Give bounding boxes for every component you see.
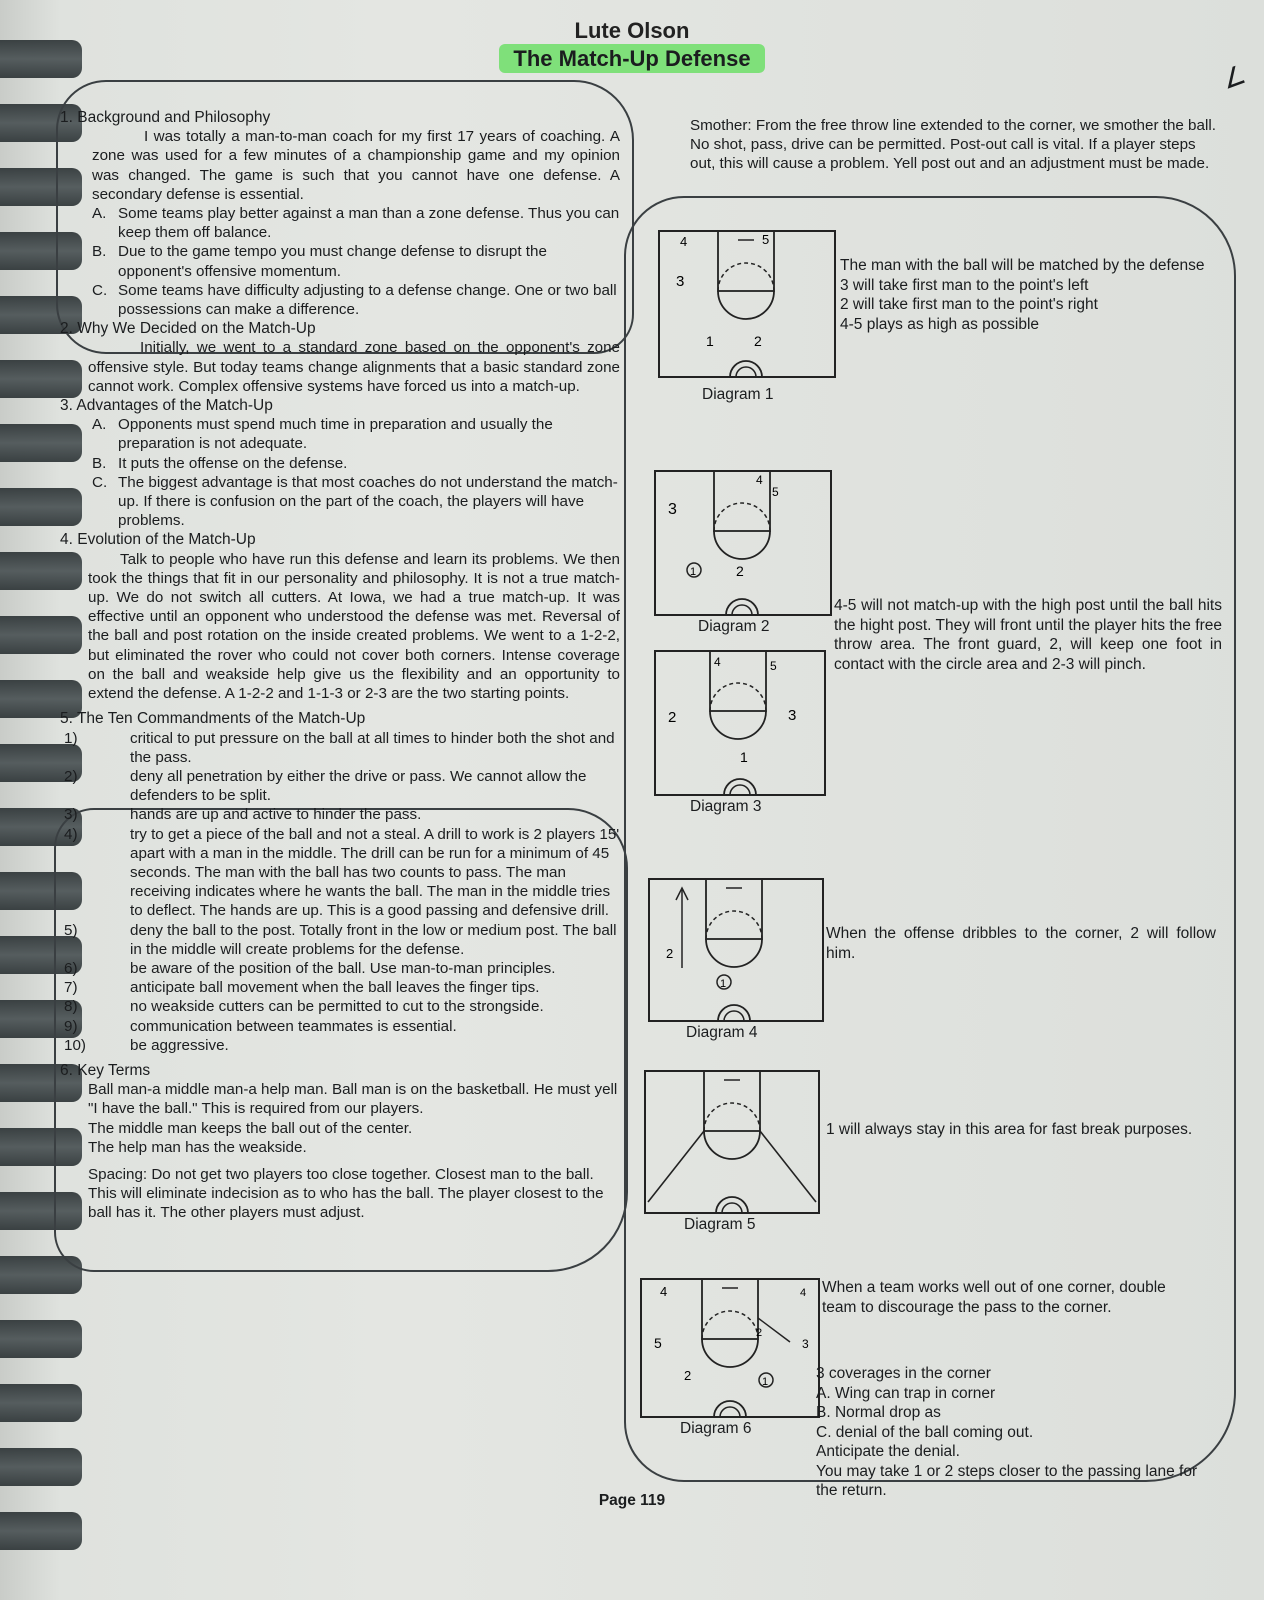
section-3-item-a [60, 415, 620, 453]
section-6-body-1: Ball man-a middle man-a help man. Ball man is on the basketball. He must yell "I have the ball." This is required from our players. [88, 1081, 618, 1118]
section-6-body-3: The help man has the weakside. [88, 1138, 307, 1156]
page-title [0, 46, 1264, 72]
player-label: 1 [740, 749, 748, 765]
commandment-text: no weakside cutters can be permitted to cut to the strongside. [130, 998, 544, 1016]
item-text: Opponents must spend much time in preparation and usually the preparation is not adequate. [118, 416, 553, 453]
commandment-text: be aware of the position of the ball. Use man-to-man principles. [130, 959, 556, 977]
player-label: 4 [714, 655, 721, 669]
player-label: 1 [762, 1376, 769, 1388]
note-line: 3 will take first man to the point's left [840, 276, 1089, 294]
note-line: Anticipate the denial. [816, 1443, 960, 1460]
note-line: 3 coverages in the corner [816, 1365, 991, 1382]
diagram-1 [658, 230, 836, 378]
player-label: 2 [756, 1327, 763, 1339]
commandment-text: deny all penetration by either the drive or pass. We cannot allow the defenders to be split. [130, 767, 587, 805]
player-label: 2 [668, 709, 677, 726]
commandment-7 [60, 978, 620, 997]
diagram-5-note: 1 will always stay in this area for fast break purposes. [826, 1121, 1193, 1138]
item-letter: C. [92, 473, 108, 491]
commandment-number: 1) [64, 729, 78, 747]
player-label: 1 [720, 978, 727, 990]
commandment-text: deny the ball to the post. Totally front in the low or medium post. The ball in the middle will create problems for the defense. [130, 921, 617, 958]
note-line: The man with the ball will be matched by the defense [840, 257, 1205, 274]
player-label: 3 [802, 1337, 809, 1351]
player-label: 3 [788, 707, 797, 724]
section-1-item-b [60, 242, 620, 280]
note-line: 2 will take first man to the point's right [840, 296, 1098, 313]
player-label: 5 [654, 1335, 662, 1351]
item-text: Due to the game tempo you must change defense to disrupt the opponent's offensive momentum. [118, 243, 547, 280]
note-line: 4-5 plays as high as possible [840, 315, 1040, 333]
diagram-5 [644, 1070, 820, 1214]
diagram-6-caption: Diagram 6 [680, 1420, 752, 1437]
court-diagram-6 [640, 1278, 820, 1418]
section-4-heading: 4. Evolution of the Match-Up [60, 531, 256, 549]
commandment-6 [60, 959, 620, 978]
commandment-text: try to get a piece of the ball and not a steal. A drill to work is 2 players 15' apart with a man in the middle. The drill can be run for a minimum of 45 seconds. The man with the ball has two counts to pass. The man receiving indicates where he wants the ball. The man in the middle tries to deflect. The hands are up. This is a good passing and defensive drill. [130, 825, 620, 920]
left-column [60, 108, 620, 1223]
note-line: C. denial of the ball coming out. [816, 1423, 1034, 1441]
player-label: 1 [706, 333, 714, 349]
section-6-body-4: Spacing: Do not get two players too close together. Closest man to the ball. This will eliminate indecision as to who has the ball. The player closest to the ball has it. The other players must adjust. [88, 1165, 604, 1222]
diagram-6-coverages [816, 1364, 1216, 1501]
commandment-5 [60, 921, 620, 959]
player-label: 5 [762, 232, 770, 247]
player-label: 2 [736, 563, 744, 579]
player-label: 4 [660, 1284, 668, 1299]
diagram-5-caption: Diagram 5 [684, 1216, 756, 1233]
section-3-heading: 3. Advantages of the Match-Up [60, 397, 273, 415]
diagram-6-note-1: When a team works well out of one corner, double team to discourage the pass to the corner. [822, 1279, 1166, 1316]
commandment-text: anticipate ball movement when the ball leaves the finger tips. [130, 979, 540, 997]
player-label: 4 [680, 234, 688, 249]
section-6-heading: 6. Key Terms [60, 1061, 151, 1079]
commandment-10 [60, 1036, 620, 1055]
commandment-1 [60, 729, 620, 767]
player-label: 3 [668, 501, 677, 518]
commandment-9 [60, 1017, 620, 1036]
smother-paragraph: Smother: From the free throw line extended to the corner, we smother the ball. No shot, pass, drive can be permitted. Post-out call is vital. If a player steps out, this will cause a problem. Yell post out and an adjustment must be made. [690, 117, 1216, 173]
commandment-number: 3) [64, 806, 78, 824]
player-label: 1 [690, 566, 697, 578]
commandment-number: 7) [64, 979, 78, 997]
commandment-number: 4) [64, 825, 78, 843]
item-text: The biggest advantage is that most coaches do not understand the match-up. If there is confusion on the part of the coach, the players will have problems. [118, 473, 618, 530]
item-letter: B. [92, 243, 107, 261]
section-1-item-c [60, 281, 620, 319]
court-diagram-2 [654, 470, 832, 616]
section-3-item-c [60, 473, 620, 531]
commandment-number: 10) [64, 1036, 86, 1054]
diagram-1-notes [840, 256, 1240, 334]
note-line: You may take 1 or 2 steps closer to the passing lane for the return. [816, 1462, 1198, 1499]
item-letter: C. [92, 281, 108, 299]
smother-paragraph-block [690, 116, 1220, 174]
section-1-heading: 1. Background and Philosophy [60, 109, 271, 126]
item-text: Some teams play better against a man than a zone defense. Thus you can keep them off balance. [118, 205, 620, 242]
section-2-heading: 2. Why We Decided on the Match-Up [60, 320, 316, 338]
player-label: 2 [666, 946, 674, 961]
section-1-item-a [60, 204, 620, 242]
commandment-2 [60, 767, 620, 805]
note-line: B. Normal drop as [816, 1404, 941, 1421]
court-diagram-3 [654, 650, 826, 796]
note-line: A. Wing can trap in corner [816, 1384, 996, 1402]
diagram-3-caption: Diagram 3 [690, 798, 762, 815]
section-4-body: Talk to people who have run this defense and learn its problems. We then took the things that fit in our personality and philosophy. It is not a true match-up. We do not switch all cutters. At Iowa, we had a true match-up. It was effective until an opponent who understood the defense was met. Reversal of the ball and post rotation on the inside created problems. We went to a 1-2-2, but eliminated the rover who could not cover both corners. Intense coverage on the ball and weakside help give us the flexibility and an opportunity to extend the defense. A 1-2-2 and 1-1-3 or 2-3 are the two starting points. [88, 550, 620, 703]
commandment-number: 6) [64, 959, 78, 977]
player-label: 5 [770, 659, 777, 673]
page-number: Page 119 [598, 1492, 666, 1509]
diagram-1-caption: Diagram 1 [702, 386, 774, 403]
diagram-2-note: 4-5 will not match-up with the high post until the ball hits the hight post. They will front until the player hits the free throw area. The front guard, 2, will keep one foot in contact with the circle area and 2-3 will pinch. [834, 597, 1222, 673]
commandment-3 [60, 805, 620, 824]
item-text: It puts the offense on the defense. [118, 454, 348, 472]
diagram-2 [654, 470, 832, 616]
section-2-body: Initially, we went to a standard zone based on the opponent's zone offensive style. But today teams change alignments that a basic standard zone cannot work. Complex offensive systems have forced us into a match-up. [88, 339, 620, 395]
section-6-body-2: The middle man keeps the ball out of the center. [88, 1119, 413, 1137]
diagram-2-caption: Diagram 2 [698, 618, 770, 635]
pen-mark-icon: ∠ [1217, 58, 1250, 96]
item-letter: A. [92, 416, 107, 434]
commandment-text: hands are up and active to hinder the pass. [130, 806, 422, 824]
diagram-4-note: When the offense dribbles to the corner, 2 will follow him. [826, 925, 1216, 962]
player-label: 4 [800, 1287, 807, 1299]
author-name: Lute Olson [574, 18, 690, 43]
item-letter: A. [92, 205, 107, 223]
section-5-heading: 5. The Ten Commandments of the Match-Up [60, 710, 366, 728]
player-label: 4 [756, 473, 763, 487]
court-diagram-5 [644, 1070, 820, 1214]
diagram-4 [648, 878, 824, 1022]
commandment-number: 2) [64, 767, 78, 785]
item-letter: B. [92, 454, 107, 472]
section-3-item-b [60, 454, 620, 473]
diagram-6 [640, 1278, 820, 1418]
diagram-4-caption: Diagram 4 [686, 1024, 758, 1041]
commandment-number: 8) [64, 998, 78, 1016]
item-text: Some teams have difficulty adjusting to a defense change. One or two ball possessions can make a difference. [118, 281, 617, 319]
commandment-4 [60, 825, 620, 921]
commandment-text: be aggressive. [130, 1036, 229, 1054]
commandment-number: 5) [64, 921, 78, 939]
court-diagram-4 [648, 878, 824, 1022]
player-label: 3 [676, 273, 685, 290]
court-diagram-1 [658, 230, 836, 378]
commandment-number: 9) [64, 1017, 78, 1035]
commandment-text: critical to put pressure on the ball at all times to hinder both the shot and the pass. [130, 729, 615, 766]
player-label: 2 [754, 333, 762, 349]
section-1-body: I was totally a man-to-man coach for my first 17 years of coaching. A zone was used for a few minutes of a championship game and my opinion was changed. The game is such that you cannot have one defense. A secondary defense is essential. [92, 128, 620, 203]
player-label: 5 [772, 485, 779, 499]
player-label: 2 [684, 1368, 692, 1383]
commandment-text: communication between teammates is essential. [130, 1017, 457, 1035]
diagram-3 [654, 650, 826, 796]
commandment-8 [60, 997, 620, 1016]
page-title-text: The Match-Up Defense [499, 44, 764, 73]
